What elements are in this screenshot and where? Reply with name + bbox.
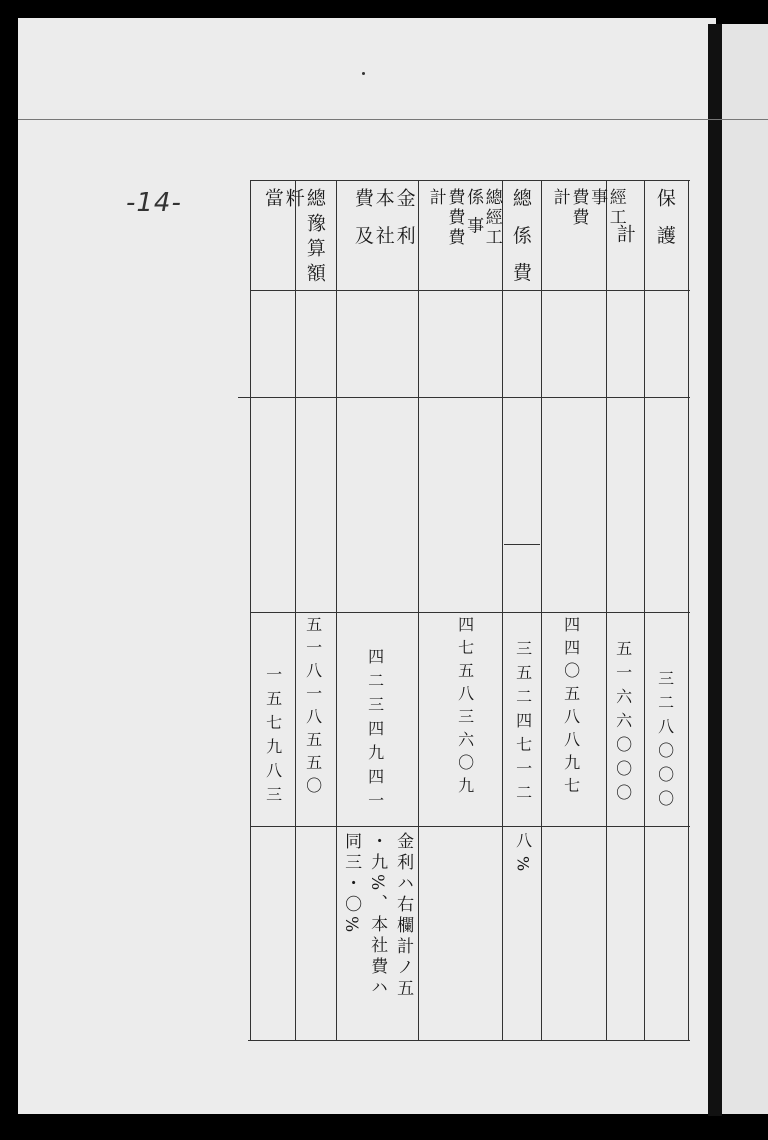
value-interest-head-office: 四二三四九四一 — [365, 648, 385, 816]
col-line-7 — [606, 180, 607, 1040]
facing-page-edge — [722, 24, 768, 1114]
mid-rule — [238, 397, 690, 398]
page-number: -14- — [126, 188, 182, 218]
table-top-rule — [250, 180, 690, 181]
values-bottom-rule — [250, 826, 690, 827]
fold-line — [18, 119, 768, 120]
value-total-budget: 五一八一八五五〇 — [303, 616, 323, 800]
col-line-5 — [502, 180, 503, 1040]
header-protection: 保 護 — [653, 188, 676, 251]
col-line-4 — [418, 180, 419, 1040]
col-line-9 — [688, 180, 689, 1040]
col-line-3 — [336, 180, 337, 1040]
header-total: 計 — [613, 224, 636, 249]
header-construction-total: 總經工 係 事 費費費 計 — [425, 188, 502, 248]
value-general-cost: 三五二四七一二 — [513, 640, 533, 808]
value-protection: 三二八〇〇〇 — [655, 670, 675, 814]
col-line-1 — [250, 180, 251, 1040]
value-construction-total: 四七五八三六〇九 — [455, 616, 475, 800]
value-general-cost-percent: 八% — [513, 832, 533, 880]
general-cost-mark — [504, 544, 540, 545]
binding-spine — [708, 24, 722, 1116]
values-top-rule — [250, 612, 690, 613]
header-per-cost: 粁 當 — [261, 188, 305, 245]
header-recurring-construction: 經工 事 費費 計 — [549, 188, 626, 228]
col-line-8 — [644, 180, 645, 1040]
header-rule — [250, 290, 690, 291]
value-recurring-construction: 四四〇五八八九七 — [561, 616, 581, 800]
note-line-1: 金利ハ右欄計ノ五 — [393, 832, 414, 1000]
header-total-budget: 總豫算額 — [303, 188, 326, 288]
col-line-2 — [295, 180, 296, 1040]
header-general-cost: 總 係 費 — [509, 188, 532, 288]
note-line-2: ・九%、本社費ハ — [367, 832, 388, 1000]
table-bottom-rule — [248, 1040, 690, 1041]
note-line-3: 同三・〇% — [341, 832, 362, 937]
col-line-6 — [541, 180, 542, 1040]
value-total: 五一六六〇〇〇 — [613, 640, 633, 808]
value-per-cost: 一五七九八三 — [263, 666, 283, 810]
speck — [362, 72, 365, 75]
header-interest-head-office: 金 利 本 社 費 及 — [351, 188, 416, 251]
